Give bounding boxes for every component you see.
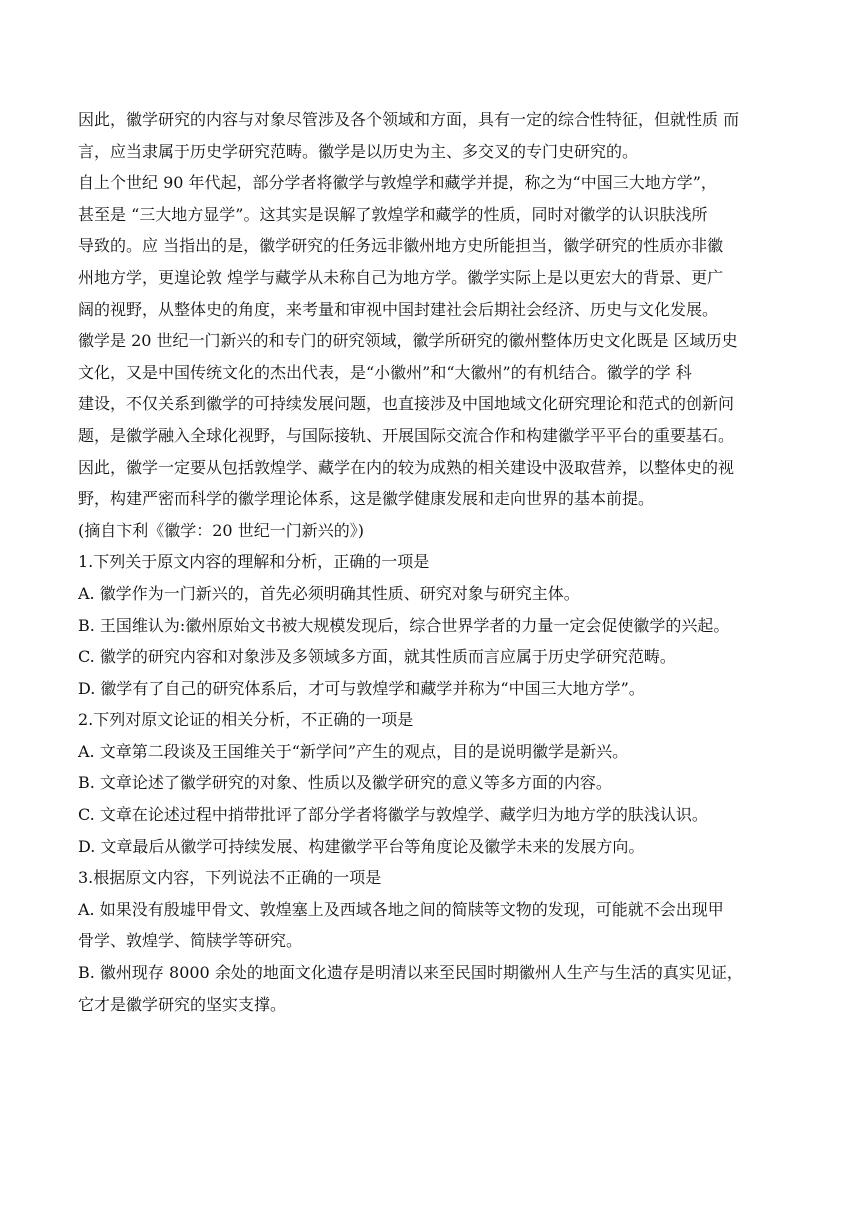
question-stem: 3.根据原文内容，下列说法不正确的一项是 (78, 868, 382, 888)
question-1 (78, 546, 790, 704)
text-line: 野，构建严密而科学的徽学理论体系，这是徽学健康发展和走向世界的基本前提。 (78, 489, 655, 509)
text-line: 骨学、敦煌学、简牍学等研究。 (78, 931, 303, 951)
question-stem: 2.下列对原文论证的相关分析，不正确的一项是 (78, 710, 414, 730)
option-d: D. 徽学有了自己的研究体系后，才可与敦煌学和藏学并称为“中国三大地方学”。 (78, 678, 645, 698)
question-2 (78, 704, 790, 862)
text-line: 建设，不仅关系到徽学的可持续发展问题，也直接涉及中国地域文化研究理论和范式的创新问 (78, 394, 735, 414)
text-line: 徽学是 20 世纪一门新兴的和专门的研究领域，徽学所研究的徽州整体历史文化既是 区域历史 (78, 331, 738, 351)
passage-paragraph-2 (78, 167, 790, 325)
option-a (78, 894, 790, 957)
passage-source: (摘自卞利《徽学：20 世纪一门新兴的》) (78, 520, 364, 540)
option-b (78, 957, 790, 1020)
text-line: B. 徽州现存 8000 余处的地面文化遗存是明清以来至民国时期徽州人生产与生活的真实见证， (78, 963, 743, 983)
option-b: B. 文章论述了徽学研究的对象、性质以及徽学研究的意义等多方面的内容。 (78, 773, 612, 793)
passage-paragraph-1 (78, 104, 790, 167)
option-d: D. 文章最后从徽学可持续发展、构建徽学平台等角度论及徽学未来的发展方向。 (78, 836, 645, 856)
document-page (78, 104, 790, 1020)
text-line: 甚至是 “三大地方显学”。这其实是误解了敦煌学和藏学的性质，同时对徽学的认识肤浅所 (78, 204, 708, 224)
question-stem: 1.下列关于原文内容的理解和分析，正确的一项是 (78, 552, 430, 572)
text-line: 题，是徽学融入全球化视野，与国际接轨、开展国际交流合作和构建徽学平平台的重要基石。 (78, 425, 735, 445)
option-a: A. 文章第二段谈及王国维关于“新学问”产生的观点，目的是说明徽学是新兴。 (78, 741, 629, 761)
text-line: 自上个世纪 90 年代起，部分学者将徽学与敦煌学和藏学并提，称之为“中国三大地方学”， (78, 173, 717, 193)
text-line: 州地方学，更遑论敦 煌学与藏学从未称自己为地方学。徽学实际上是以更宏大的背景、更广 (78, 267, 724, 287)
text-line: 阔的视野，从整体史的角度，来考量和审视中国封建社会后期社会经济、历史与文化发展。 (78, 299, 719, 319)
text-line: 因此，徽学研究的内容与对象尽管涉及各个领域和方面，具有一定的综合性特征，但就性质 而 (78, 110, 740, 129)
option-a: A. 徽学作为一门新兴的，首先必须明确其性质、研究对象与研究主体。 (78, 583, 580, 603)
option-b: B. 王国维认为:徽州原始文书被大规模发现后，综合世界学者的力量一定会促使徽学的兴起。 (78, 615, 730, 635)
text-line: 言，应当隶属于历史学研究范畴。徽学是以历史为主、多交叉的专门史研究的。 (78, 141, 639, 161)
option-c: C. 徽学的研究内容和对象涉及多领域多方面，就其性质而言应属于历史学研究范畴。 (78, 647, 676, 667)
text-line: 文化，又是中国传统文化的杰出代表，是“小徽州”和“大徽州”的有机结合。徽学的学 科 (78, 362, 692, 382)
option-c: C. 文章在论述过程中捎带批评了部分学者将徽学与敦煌学、藏学归为地方学的肤浅认识。 (78, 805, 708, 825)
text-line: 导致的。应 当指出的是，徽学研究的任务远非徽州地方史所能担当，徽学研究的性质亦非徽 (78, 236, 724, 256)
text-line: 因此，徽学一定要从包括敦煌学、藏学在内的较为成熟的相关建设中汲取营养，以整体史的视 (78, 457, 735, 477)
question-3 (78, 862, 790, 1020)
passage-paragraph-3 (78, 325, 790, 515)
text-line: A. 如果没有殷墟甲骨文、敦煌塞上及西域各地之间的简牍等文物的发现，可能就不会出现甲 (78, 899, 724, 919)
text-line: 它才是徽学研究的坚实支撑。 (78, 994, 287, 1014)
